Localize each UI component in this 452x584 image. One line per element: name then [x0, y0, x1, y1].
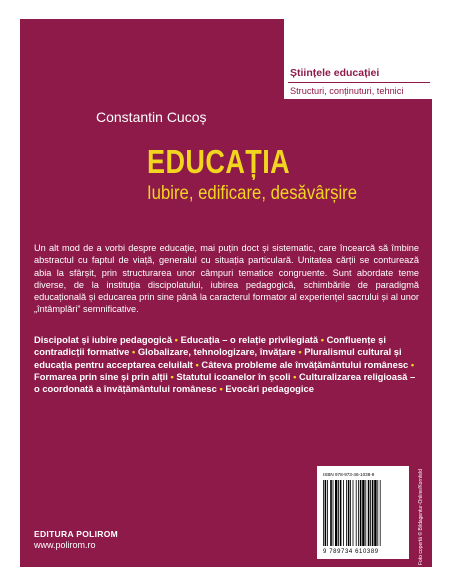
topic-item: Statutul icoanelor în școli: [176, 370, 291, 382]
bullet-icon: •: [170, 370, 177, 382]
series-block: [290, 67, 430, 96]
topic-item: Globalizare, tehnologizare, învățare: [137, 346, 296, 358]
topics-list: [34, 334, 419, 395]
barcode-label: [317, 466, 409, 559]
bullet-icon: •: [410, 358, 415, 370]
barcode-icon: [321, 480, 405, 550]
topic-item: Evocări pedagogice: [225, 383, 314, 395]
book-title: EDUCAȚIA: [147, 143, 291, 180]
book-back-cover: [20, 19, 432, 567]
topic-item: Pluralismul cultural și educația pentru acceptarea celuilalt: [34, 346, 402, 370]
bullet-icon: •: [320, 334, 327, 345]
topic-item: Educația – o relație privilegiată: [180, 334, 319, 345]
publisher-url: www.polirom.ro: [34, 540, 96, 550]
author-name: Constantin Cucoș: [96, 109, 207, 125]
bullet-icon: •: [298, 346, 305, 358]
topic-item: Formarea prin sine și prin alții: [34, 370, 168, 382]
topic-item: Discipolat și iubire pedagogică: [34, 334, 173, 345]
topic-item: Câteva probleme ale învățământului românesc: [201, 358, 409, 370]
ean-number: 9 789734 610389: [323, 549, 379, 555]
series-title: Științele educației: [290, 67, 380, 79]
topic-item: Confluențe și contradicții formative: [34, 334, 387, 358]
bullet-icon: •: [195, 358, 202, 370]
series-divider: [288, 82, 430, 83]
description-text: Un alt mod de a vorbi despre educație, mai puțin doct și sistematic, care încearcă să îmbine abstractul cu faptul de viață, generalul cu situația particulară. Unitatea cărții se conturează abia la sfârșit, prin structurarea unor câmpuri tematice congruente. Sunt abordate teme diverse, de la instituția discipolatului, iubirea pedagogică, schimbările de paradigmă educațională și educarea prin sine până la caracterul formator al experiențel sacrului și al unor „întâmplări” semnificative.: [34, 243, 419, 315]
bullet-icon: •: [219, 383, 226, 395]
series-subtitle: Structuri, conținuturi, tehnici: [290, 86, 404, 96]
bullet-icon: •: [174, 334, 181, 345]
bullet-icon: •: [131, 346, 138, 358]
publisher-info: [34, 529, 118, 551]
topic-item: Culturalizarea religioasă – o coordonată a învățământului românesc: [34, 370, 416, 395]
isbn-text: ISBN 978-973-46-1038-9: [323, 472, 375, 477]
photo-credit: Foto copertă © Bildagentur-Online/Kornfeld: [418, 469, 424, 565]
publisher-name: EDITURA POLIROM: [34, 529, 118, 539]
book-subtitle: Iubire, edificare, desăvârșire: [147, 183, 358, 204]
bullet-icon: •: [293, 370, 299, 382]
